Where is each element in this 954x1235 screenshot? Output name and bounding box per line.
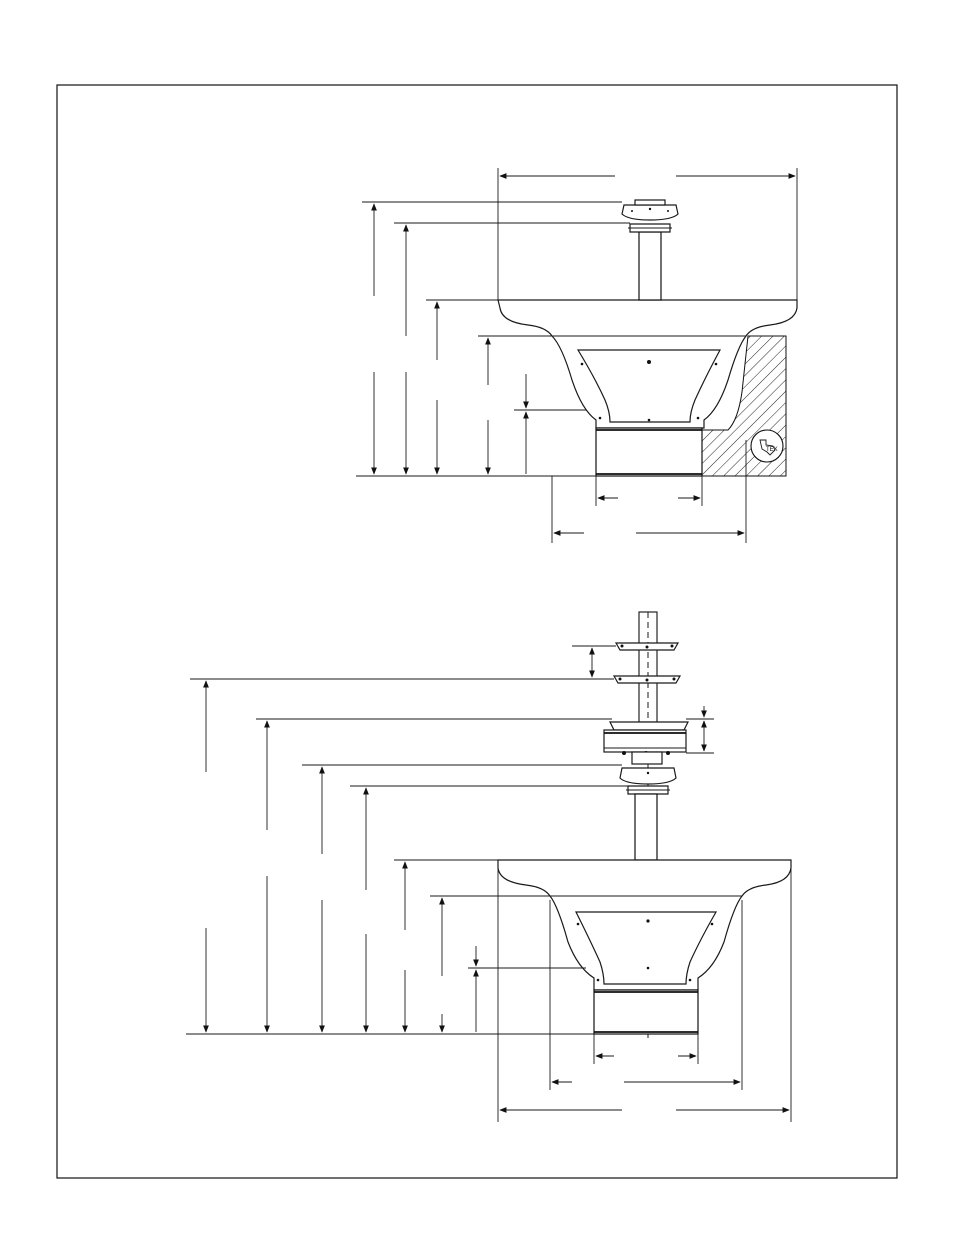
accessory-housing [604,722,688,764]
badge-text: TEX [766,447,778,453]
spray-head [622,205,678,220]
texas-state-icon [751,430,783,462]
base-pedestal-lower [594,990,698,1034]
upper-view [356,168,797,543]
lower-stem [635,794,657,860]
sheet-border [57,85,897,1178]
upper-stem [639,232,661,300]
lower-view [186,612,791,1122]
spray-head-lower [620,768,676,794]
spacer-ring-top [616,643,678,650]
spacer-ring-bottom [614,676,680,683]
base-pedestal [596,428,702,476]
